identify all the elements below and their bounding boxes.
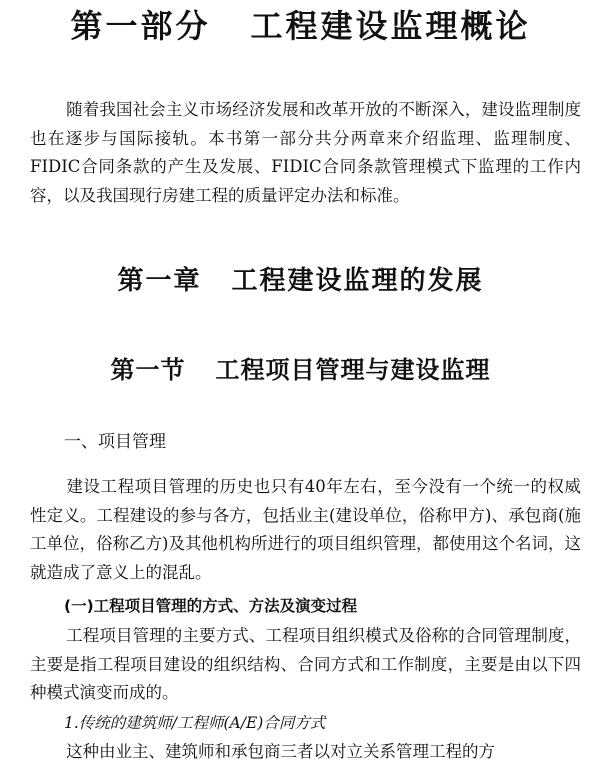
paragraph-3 <box>30 738 581 767</box>
intro-paragraph <box>30 96 581 210</box>
paragraph-3-text: 这种由业主、建筑师和承包商三者以对立关系管理工程的方 <box>66 742 495 761</box>
list-item-1: 1.传统的建筑师/工程师(A/E)合同方式 <box>64 714 326 732</box>
subsection-heading: (一)工程项目管理的方式、方法及演变过程 <box>64 597 358 615</box>
paragraph-1-text: 建设工程项目管理的历史也只有40年左右，至今没有一个统一的权威性定义。工程建设的参与各方，包括业主(建设单位，俗称甲方)、承包商(施工单位，俗称乙方)及其他机构所进行的项目组织管理，都使用这个名词，这就造成了意义上的混乱。 <box>30 477 581 582</box>
section-title <box>0 354 601 386</box>
paragraph-2-text: 工程项目管理的主要方式、工程项目组织模式及俗称的合同管理制度，主要是指工程项目建设的组织结构、合同方式和工作制度，主要是由以下四种模式演变而成的。 <box>30 626 581 702</box>
chapter-label: 第一章 <box>117 266 202 296</box>
part-title-text: 工程建设监理概论 <box>250 7 531 45</box>
part-title <box>0 6 601 46</box>
paragraph-2 <box>30 622 581 708</box>
chapter-title <box>0 264 601 298</box>
part-label: 第一部分 <box>70 7 211 45</box>
paragraph-1 <box>30 473 581 587</box>
section-title-text: 工程项目管理与建设监理 <box>215 355 491 384</box>
subheading-project-management: 一、项目管理 <box>64 432 166 452</box>
section-label: 第一节 <box>110 355 186 384</box>
chapter-title-text: 工程建设监理的发展 <box>231 266 484 296</box>
intro-text: 随着我国社会主义市场经济发展和改革开放的不断深入，建设监理制度也在逐步与国际接轨。本书第一部分共分两章来介绍监理、监理制度、FIDIC合同条款的产生及发展、FIDIC合同条款管理模式下监理的工作内容，以及我国现行房建工程的质量评定办法和标准。 <box>30 100 581 205</box>
